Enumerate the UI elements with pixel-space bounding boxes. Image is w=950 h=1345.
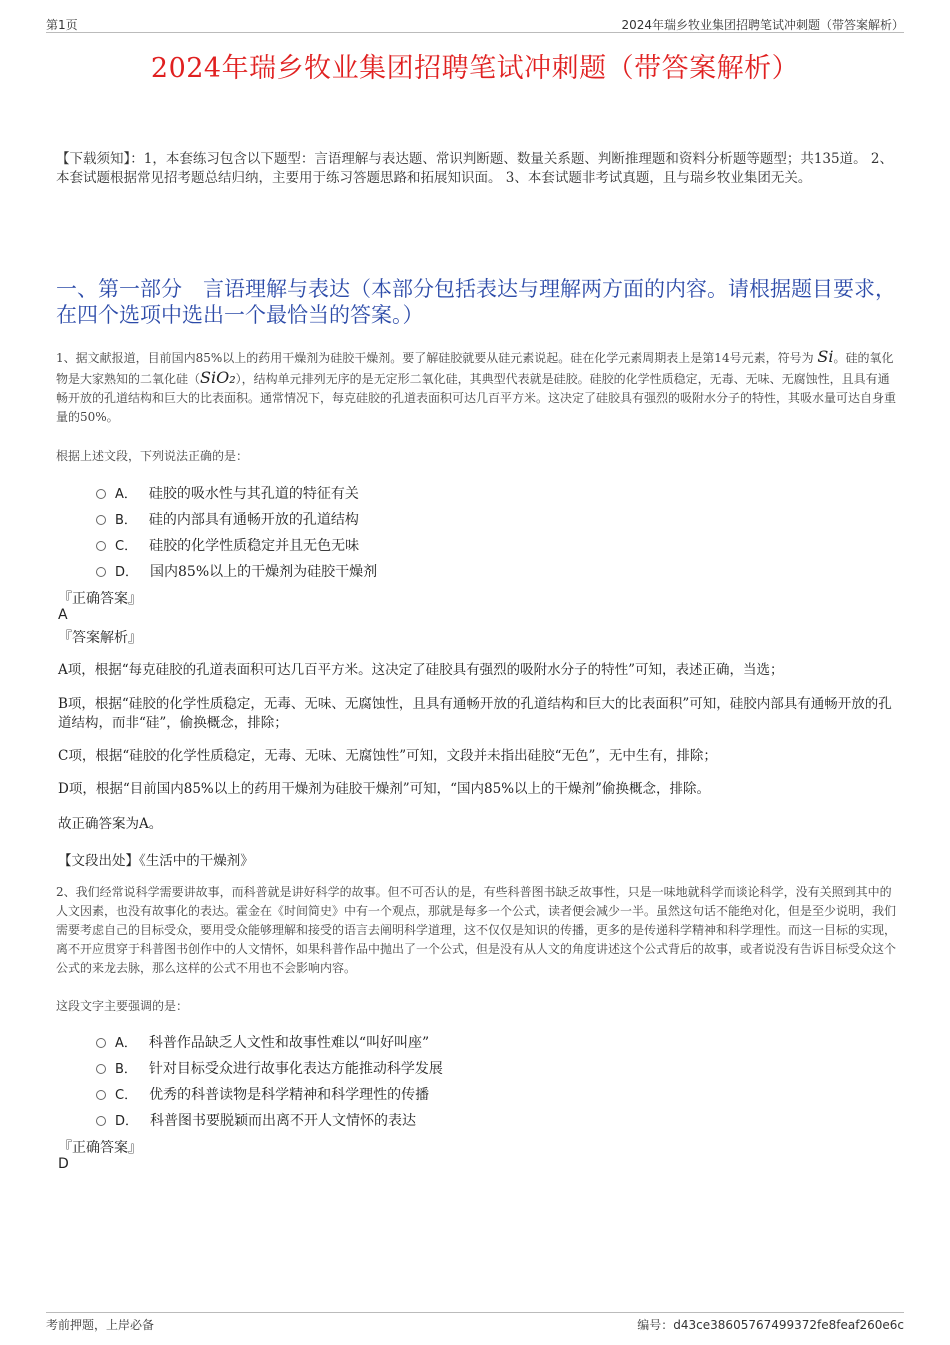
option-letter: A．: [115, 1036, 137, 1051]
radio-button-icon[interactable]: [96, 489, 106, 499]
q2-option-d[interactable]: [96, 1110, 416, 1130]
option-text: 国内85%以上的干燥剂为硅胶干燥剂: [150, 564, 378, 580]
option-letter: A．: [115, 487, 137, 502]
question-2-prompt: 这段文字主要强调的是：: [56, 999, 189, 1013]
radio-button-icon[interactable]: [96, 1090, 106, 1100]
question-1-text-c: ），结构单元排列无序的是无定形二氧化硅，其典型代表就是硅胶。硅胶的化学性质稳定，无毒、无味、无腐蚀性，且具有通畅开放的孔道结构和巨大的比表面积。通常情况下，每克硅胶的孔道表面积可达几百平方米。这决定了硅胶具有强烈的吸附水分子的特性，其吸水量可达自身重量的50%。: [56, 372, 897, 424]
radio-button-icon[interactable]: [96, 541, 106, 551]
radio-button-icon[interactable]: [96, 515, 106, 525]
page-footer: [46, 1312, 904, 1335]
option-text: 科普作品缺乏人文性和故事性难以“叫好叫座”: [148, 1035, 430, 1051]
page-number: 第1页: [46, 18, 78, 32]
analysis-item-c: C项，根据“硅胶的化学性质稳定，无毒、无味、无腐蚀性”可知，文段并未指出硅胶“无色”，无中生有，排除；: [58, 748, 717, 764]
q2-option-c[interactable]: [96, 1084, 429, 1104]
section-title: 一、第一部分 言语理解与表达（本部分包括表达与理解两方面的内容。请根据题目要求，在四个选项中选出一个最恰当的答案。）: [56, 277, 896, 327]
question-1-stem: [56, 347, 896, 427]
document-title: 2024年瑞乡牧业集团招聘笔试冲刺题（带答案解析）: [150, 53, 800, 84]
q2-answer: D: [58, 1156, 69, 1172]
q2-answer-label: 『正确答案』: [58, 1140, 142, 1156]
q1-source: 【文段出处】《生活中的干燥剂》: [58, 853, 254, 869]
radio-button-icon[interactable]: [96, 1116, 106, 1126]
option-text: 科普图书要脱颖而出离不开人文情怀的表达: [150, 1113, 417, 1129]
q1-option-b[interactable]: [96, 509, 359, 529]
option-text: 硅的内部具有通畅开放的孔道结构: [148, 512, 359, 528]
footer-slogan: 考前押题，上岸必备: [46, 1318, 155, 1332]
si-symbol: Si: [817, 347, 834, 366]
option-text: 优秀的科普读物是科学精神和科学理性的传播: [149, 1087, 430, 1103]
option-letter: B．: [115, 1062, 137, 1077]
question-1-prompt: 根据上述文段，下列说法正确的是：: [56, 449, 249, 463]
q2-option-b[interactable]: [96, 1058, 443, 1078]
radio-button-icon[interactable]: [96, 567, 106, 577]
header-doc-name: 2024年瑞乡牧业集团招聘笔试冲刺题（带答案解析）: [621, 18, 904, 32]
radio-button-icon[interactable]: [96, 1038, 106, 1048]
question-2-stem: 2、我们经常说科学需要讲故事，而科普就是讲好科学的故事。但不可否认的是，有些科普图书缺乏故事性，只是一味地就科学而谈论科学，没有关照到其中的人文因素，也没有故事化的表达。霍金在《时间简史》中有一个观点，那就是每多一个公式，读者便会减少一半。虽然这句话不能绝对化，但是至少说明，我们需要考虑自己的目标受众，要用受众能够理解和接受的语言去阐明科学道理，这不仅仅是知识的传播，更多的是传递科学精神和科学理性。而这一目标的实现，离不开应贯穿于科普图书创作中的人文情怀，如果科普作品中抛出了一个公式，但是没有从人文的角度讲述这个公式背后的故事，或者说没有告诉目标受众这个公式的来龙去脉，那么这样的公式不用也不会影响内容。: [56, 885, 897, 975]
q1-answer-label: 『正确答案』: [58, 591, 142, 607]
option-letter: C．: [115, 539, 138, 554]
question-1-text-a: 1、据文献报道，目前国内85%以上的药用干燥剂为硅胶干燥剂。要了解硅胶就要从硅元素说起。硅在化学元素周期表上是第14号元素，符号为: [56, 351, 814, 365]
analysis-item-a: A项，根据“每克硅胶的孔道表面积可达几百平方米。这决定了硅胶具有强烈的吸附水分子的特性”可知，表述正确，当选；: [58, 662, 784, 678]
q1-option-d[interactable]: [96, 561, 377, 581]
q1-analysis-label: 『答案解析』: [58, 630, 142, 646]
option-letter: B．: [115, 513, 137, 528]
option-text: 硅胶的化学性质稳定并且无色无味: [149, 538, 360, 554]
q1-option-a[interactable]: [96, 483, 359, 503]
analysis-item-d: D项，根据“目前国内85%以上的药用干燥剂为硅胶干燥剂”可知，“国内85%以上的干燥剂”偷换概念，排除。: [58, 781, 710, 797]
analysis-item-b: B项，根据“硅胶的化学性质稳定，无毒、无味、无腐蚀性，且具有通畅开放的孔道结构和巨大的比表面积”可知，硅胶内部具有通畅开放的孔道结构，而非“硅”，偷换概念，排除；: [58, 696, 892, 731]
option-text: 硅胶的吸水性与其孔道的特征有关: [148, 486, 359, 502]
option-letter: C．: [115, 1088, 138, 1103]
option-text: 针对目标受众进行故事化表达方能推动科学发展: [148, 1061, 443, 1077]
radio-button-icon[interactable]: [96, 1064, 106, 1074]
question-1-text-b: 。硅的氧化物是大家熟知的二氧化硅（: [56, 351, 894, 386]
analysis-conclusion: 故正确答案为A。: [58, 816, 163, 832]
sio2-formula: SiO₂: [200, 368, 236, 387]
option-letter: D．: [115, 565, 139, 580]
footer-code: 编号：d43ce38605767499372fe8feaf260e6c: [637, 1318, 904, 1332]
download-notice: 【下载须知】：1，本套练习包含以下题型：言语理解与表达题、常识判断题、数量关系题、判断推理题和资料分析题等题型；共135道。 2、本套试题根据常见招考题总结归纳，主要用于练习答题思路和拓展知识面。 3、本套试题非考试真题，且与瑞乡牧业集团无关。: [56, 151, 893, 186]
q1-option-c[interactable]: [96, 535, 359, 555]
q2-option-a[interactable]: [96, 1032, 429, 1052]
option-letter: D．: [115, 1114, 139, 1129]
q1-answer: A: [58, 607, 68, 623]
page-header: [46, 14, 904, 33]
